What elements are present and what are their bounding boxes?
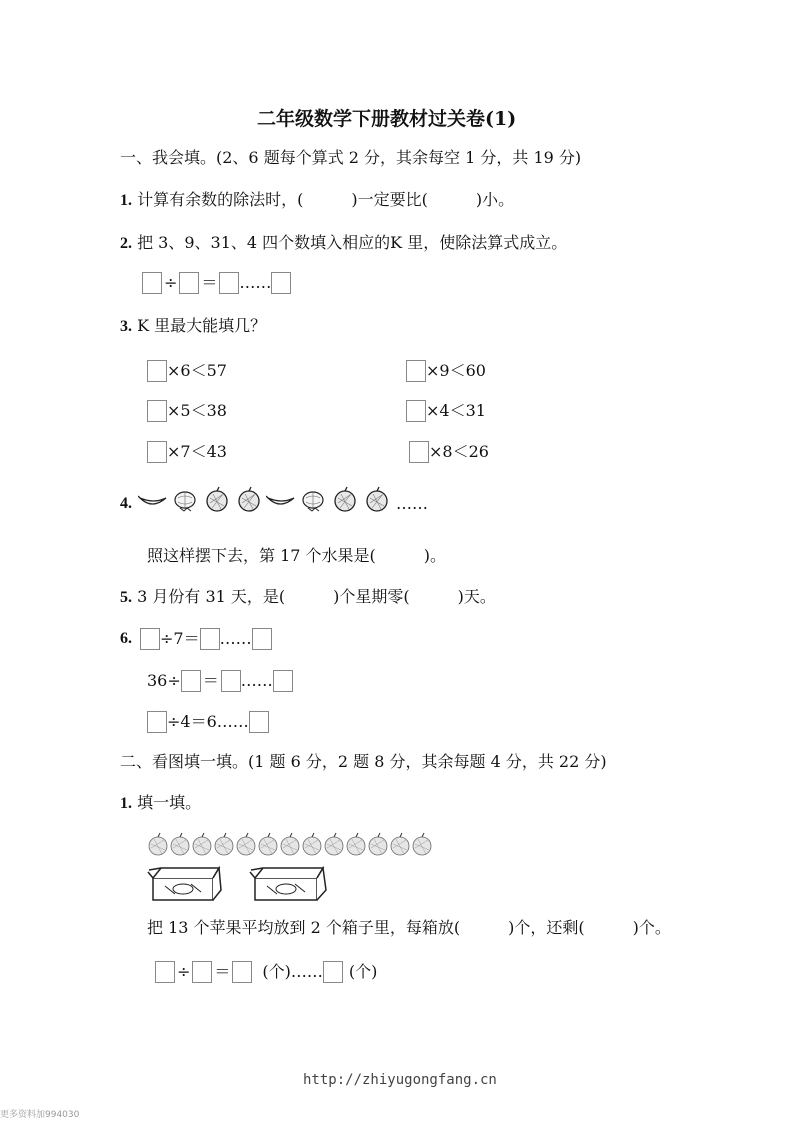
orange-icon <box>298 486 328 512</box>
divide-sign: ÷ <box>177 962 191 981</box>
q3-item <box>147 441 227 463</box>
box-image-1 <box>147 864 223 905</box>
apple-icon <box>411 832 433 856</box>
question-number: 1. <box>120 795 132 812</box>
apple-icon <box>362 486 392 512</box>
answer-box[interactable] <box>219 272 239 294</box>
question-number: 3. <box>120 318 132 335</box>
section2-q1-equation <box>155 961 377 983</box>
apple-icon <box>191 832 213 856</box>
divide-sign: ÷ <box>164 273 178 292</box>
question-number: 5. <box>120 589 132 606</box>
answer-box[interactable] <box>200 628 220 650</box>
inequality-text: ×5＜38 <box>167 401 227 420</box>
apple-icon <box>202 486 232 512</box>
sequence-dots: …… <box>396 494 428 513</box>
equals-sign: ＝ <box>202 671 219 690</box>
q3-item <box>147 360 227 382</box>
remainder-dots: …… <box>240 671 273 690</box>
equals-sign: ＝ <box>201 273 218 292</box>
answer-box[interactable] <box>409 441 429 463</box>
apple-icon <box>301 832 323 856</box>
remainder-dots: …… <box>219 629 252 648</box>
question-text: 把 3、9、31、4 四个数填入相应的K 里，使除法算式成立。 <box>137 233 568 252</box>
apple-icon <box>367 832 389 856</box>
apple-icon <box>169 832 191 856</box>
answer-box[interactable] <box>155 961 175 983</box>
section2-heading: 二、看图填一填。(1 题 6 分，2 题 8 分，其余每题 4 分，共 22 分) <box>120 752 607 771</box>
answer-box[interactable] <box>140 628 160 650</box>
equals-sign: ＝ <box>214 962 231 981</box>
box-icon <box>249 864 329 902</box>
question-6 <box>120 628 272 650</box>
box-icon <box>147 864 223 902</box>
apple-row <box>147 832 433 856</box>
answer-box[interactable] <box>249 711 269 733</box>
inequality-text: ×4＜31 <box>426 401 486 420</box>
question-text: 填一填。 <box>137 793 202 812</box>
inequality-text: ×7＜43 <box>167 442 227 461</box>
q3-item <box>147 400 227 422</box>
q6-line-3 <box>147 711 269 733</box>
answer-box[interactable] <box>273 670 293 692</box>
apple-icon <box>257 832 279 856</box>
question-number: 6. <box>120 630 132 647</box>
page-title: 二年级数学下册教材过关卷(1) <box>257 108 517 130</box>
remainder-dots: …… <box>239 273 272 292</box>
question-5 <box>120 589 496 606</box>
apple-icon <box>345 832 367 856</box>
apple-icon <box>234 486 264 512</box>
apple-icon <box>279 832 301 856</box>
question-text: 3 月份有 31 天，是( )个星期零( )天。 <box>137 587 496 606</box>
box-image-2 <box>249 864 329 905</box>
answer-box[interactable] <box>406 360 426 382</box>
unit-text: (个)…… <box>262 962 323 981</box>
question-number: 2. <box>120 235 132 252</box>
answer-box[interactable] <box>271 272 291 294</box>
fruit-sequence <box>138 486 394 512</box>
orange-icon <box>170 486 200 512</box>
answer-box[interactable] <box>232 961 252 983</box>
apple-icon <box>213 832 235 856</box>
answer-box[interactable] <box>181 670 201 692</box>
banana-icon <box>138 486 168 512</box>
answer-box[interactable] <box>179 272 199 294</box>
banana-icon <box>266 486 296 512</box>
answer-box[interactable] <box>147 400 167 422</box>
q3-item <box>406 400 486 422</box>
answer-box[interactable] <box>142 272 162 294</box>
question-number: 1. <box>120 192 132 209</box>
apple-icon <box>330 486 360 512</box>
section1-heading: 一、我会填。(2、6 题每个算式 2 分，其余每空 1 分，共 19 分) <box>120 148 582 167</box>
question-1 <box>120 192 514 209</box>
apple-icon <box>323 832 345 856</box>
inequality-text: ×9＜60 <box>426 361 486 380</box>
footer-note: 更多资料加994030 <box>0 1110 80 1120</box>
section2-q1-sentence: 把 13 个苹果平均放到 2 个箱子里，每箱放( )个，还剩( )个。 <box>147 918 671 937</box>
q6-line-2 <box>147 670 293 692</box>
question-text: 计算有余数的除法时，( )一定要比( )小。 <box>137 190 515 209</box>
answer-box[interactable] <box>147 360 167 382</box>
q2-equation <box>142 272 291 294</box>
apple-icon <box>235 832 257 856</box>
question-number: 4. <box>120 495 132 512</box>
q3-item <box>406 360 486 382</box>
apple-icon <box>147 832 169 856</box>
apple-icon <box>389 832 411 856</box>
inequality-text: ×8＜26 <box>429 442 489 461</box>
q3-item <box>409 441 489 463</box>
q4-text: 照这样摆下去，第 17 个水果是( )。 <box>147 546 447 565</box>
unit-text: (个) <box>348 962 378 981</box>
answer-box[interactable] <box>221 670 241 692</box>
question-4 <box>120 486 428 512</box>
section2-question-1 <box>120 795 201 812</box>
answer-box[interactable] <box>252 628 272 650</box>
answer-box[interactable] <box>147 441 167 463</box>
inequality-text: ×6＜57 <box>167 361 227 380</box>
equation-text: 36÷ <box>147 671 181 690</box>
question-3 <box>120 318 266 335</box>
question-text: K 里最大能填几？ <box>137 316 267 335</box>
equation-text: ÷4＝6…… <box>167 712 249 731</box>
answer-box[interactable] <box>323 961 343 983</box>
answer-box[interactable] <box>406 400 426 422</box>
answer-box[interactable] <box>192 961 212 983</box>
question-2 <box>120 235 567 252</box>
footer-url: http://zhiyugongfang.cn <box>303 1072 497 1088</box>
equation-text: ÷7＝ <box>160 629 200 648</box>
answer-box[interactable] <box>147 711 167 733</box>
